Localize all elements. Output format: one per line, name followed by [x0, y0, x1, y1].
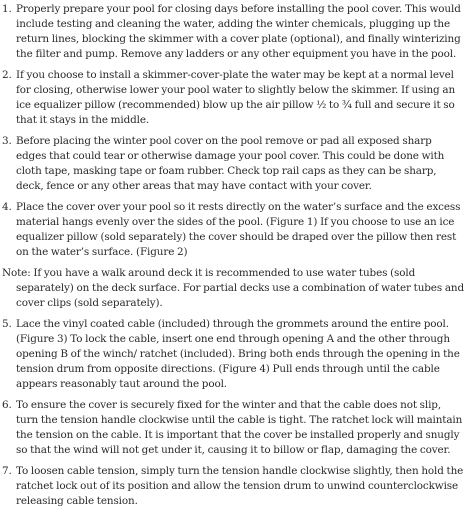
- instruction-item-4: [2, 200, 464, 260]
- item-text: Place the cover over your pool so it rests directly on the water’s surface and the excess material hangs evenly over the sides of the pool. (Figure 1) If you choose to use an ice equalizer pillow (sold separately) the cover should be draped over the pillow then rest on the water’s surface. (Figure 2): [16, 201, 461, 258]
- item-number: 5.: [2, 318, 12, 330]
- item-number: 2.: [2, 69, 12, 81]
- item-text: To loosen cable tension, simply turn the tension handle clockwise slightly, then hold the ratchet lock out of its position and allow the tension drum to unwind counterclockwise releasing cable tension.: [16, 465, 464, 507]
- deck-note: Note: If you have a walk around deck it is recommended to use water tubes (sold separately) on the deck surface. For partial decks use a combination of water tubes and cover clips (sold separately).: [2, 267, 465, 309]
- item-text: Before placing the winter pool cover on the pool remove or pad all exposed sharp edges that could tear or otherwise damage your pool cover. This could be done with cloth tape, masking tape or foam rubber. Check top rail caps as they can be sharp, deck, fence or any other areas that may have contact with your cover.: [16, 135, 445, 192]
- instruction-item-5: [2, 317, 464, 392]
- instruction-item-1: [2, 2, 464, 62]
- instructions-document: [2, 2, 464, 515]
- item-number: 1.: [2, 3, 12, 15]
- instruction-item-3: [2, 134, 464, 194]
- item-text: To ensure the cover is securely fixed for the winter and that the cable does not slip, turn the tension handle clockwise until the cable is tight. The ratchet lock will maintain the tension on the cable. It is important that the cover be installed properly and snugly so that the wind will not get under it, causing it to billow or flap, damaging the cover.: [16, 399, 463, 456]
- item-number: 3.: [2, 135, 12, 147]
- item-text: Lace the vinyl coated cable (included) through the grommets around the entire pool. (Figure 3) To lock the cable, insert one end through opening A and the other through opening B of the winch/ ratchet (included). Bring both ends through the opening in the tension drum from opposite directions. (Figure 4) Pull ends through until the cable appears reasonably taut around the pool.: [16, 318, 460, 390]
- instruction-item-2: [2, 68, 464, 128]
- item-text: Properly prepare your pool for closing days before installing the pool cover. This would include testing and cleaning the water, adding the winter chemicals, plugging up the return lines, blocking the skimmer with a cover plate (optional), and finally winterizing the filter and pump. Remove any ladders or any other equipment you have in the pool.: [16, 3, 461, 60]
- item-number: 7.: [2, 465, 12, 477]
- instruction-item-6: [2, 398, 464, 458]
- item-number: 6.: [2, 399, 12, 411]
- item-text: If you choose to install a skimmer-cover-plate the water may be kept at a normal level for closing, otherwise lower your pool water to slightly below the skimmer. If using an ice equalizer pillow (recommended) blow up the air pillow ½ to ¾ full and secure it so that it stays in the middle.: [16, 69, 456, 126]
- item-number: 4.: [2, 201, 12, 213]
- instruction-item-7: [2, 464, 464, 509]
